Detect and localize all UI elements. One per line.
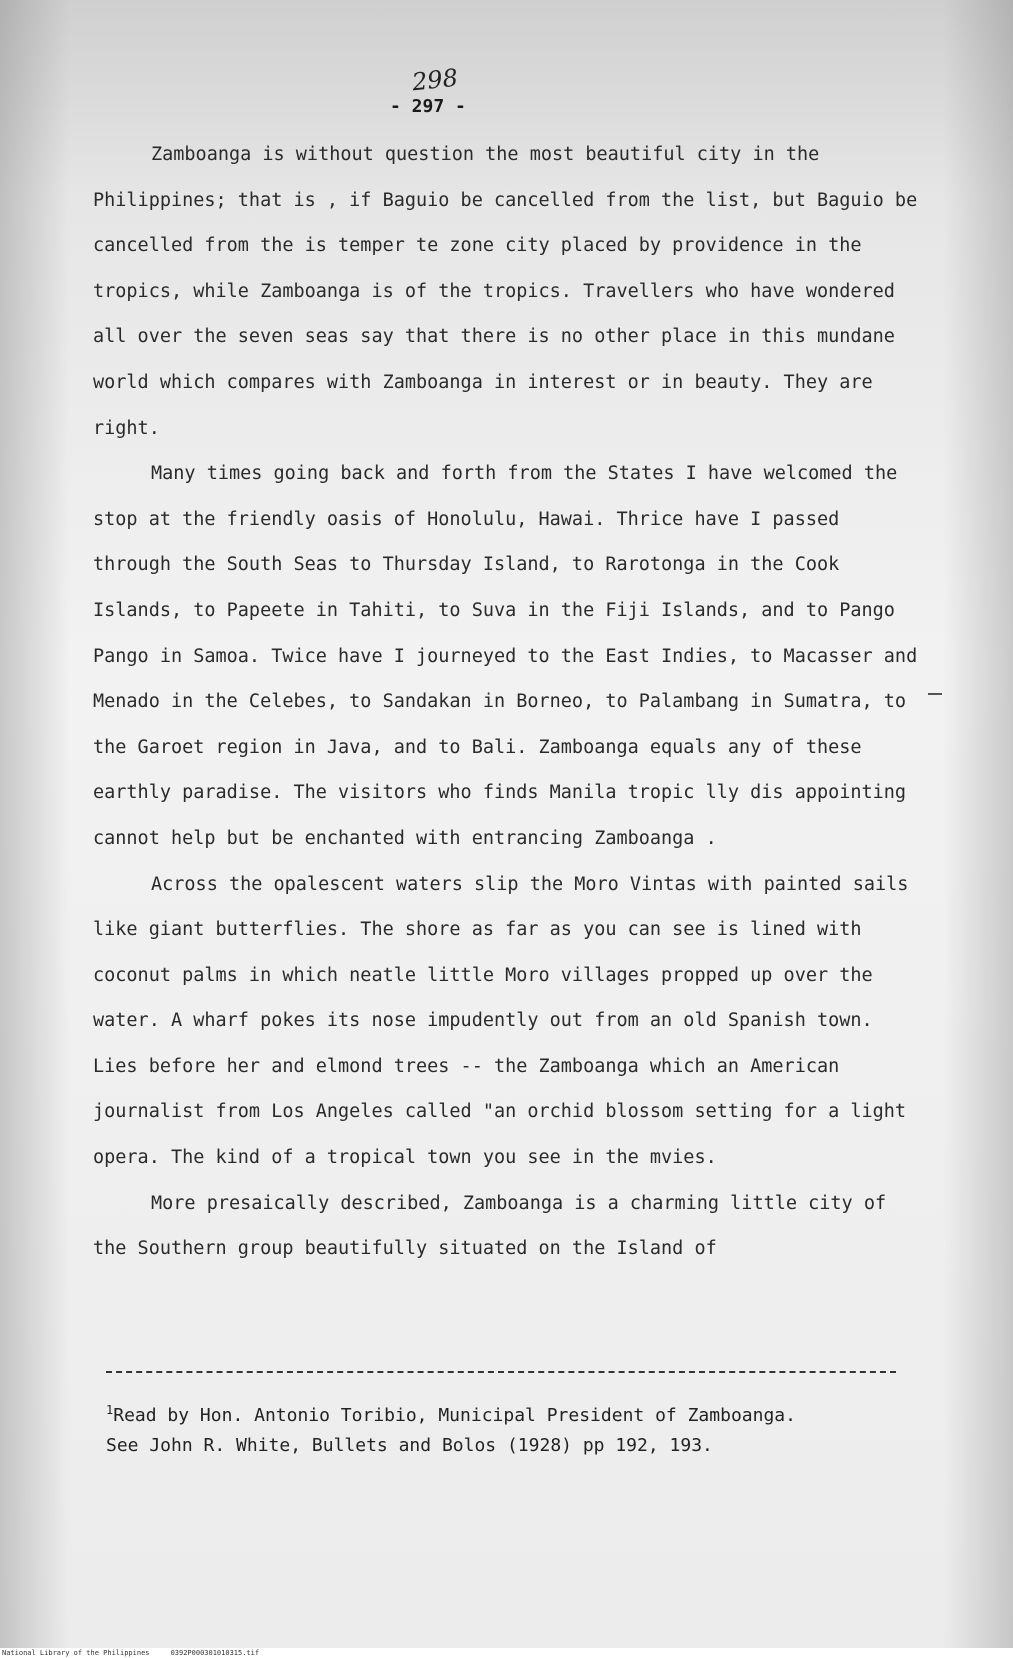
body-text <box>93 132 923 1272</box>
footnote-line-1 <box>106 1395 926 1431</box>
paragraph-1: Zamboanga is without question the most beautiful city in the Philippines; that is , if Baguio be cancelled from the list, but Baguio be cancelled from the is temper te zone city placed by providence in the tropics, while Zamboanga is of the tropics. Travellers who have wondered all over the seven seas say that there is no other place in this mundane world which compares with Zamboanga in interest or in beauty. They are right. <box>93 144 918 439</box>
archive-label: National Library of the Philippines 0392P000301010315.tif <box>2 1649 260 1657</box>
footnote <box>106 1395 926 1461</box>
paragraph-4: More presaically described, Zamboanga is a charming little city of the Southern group beautifully situated on the Island of <box>93 1192 887 1260</box>
footnote-line-2: See John R. White, Bullets and Bolos (1928) pp 192, 193. <box>106 1435 713 1456</box>
margin-mark <box>928 693 942 695</box>
footnote-text-1: Read by Hon. Antonio Toribio, Municipal President of Zamboanga. <box>113 1405 796 1426</box>
handwritten-page-number: 298 <box>410 63 460 97</box>
typed-page-number: - 297 - <box>390 96 466 117</box>
footnote-separator <box>106 1371 896 1373</box>
paragraph-3: Across the opalescent waters slip the Moro Vintas with painted sails like giant butterflies. The shore as far as you can see is lined with coconut palms in which neatle little Moro villages propped up over the water. A wharf pokes its nose impudently out from an old Spanish town. Lies before her and elmond trees -- the Zamboanga which an American journalist from Los Angeles called "an orchid blossom setting for a light opera. The kind of a tropical town you see in the mvies. <box>93 873 909 1169</box>
paragraph-2: Many times going back and forth from the States I have welcomed the stop at the friendly oasis of Honolulu, Hawai. Thrice have I passed through the South Seas to Thursday Island, to Rarotonga in the Cook Islands, to Papeete in Tahiti, to Suva in the Fiji Islands, and to Pango Pango in Samoa. Twice have I journeyed to the East Indies, to Macasser and Menado in the Celebes, to Sandakan in Borneo, to Palambang in Sumatra, to the Garoet region in Java, and to Bali. Zamboanga equals any of these earthly paradise. The visitors who finds Manila tropic lly dis appointing cannot help but be enchanted with entrancing Zamboanga . <box>93 463 918 849</box>
footnote-marker: 1 <box>106 1403 114 1417</box>
